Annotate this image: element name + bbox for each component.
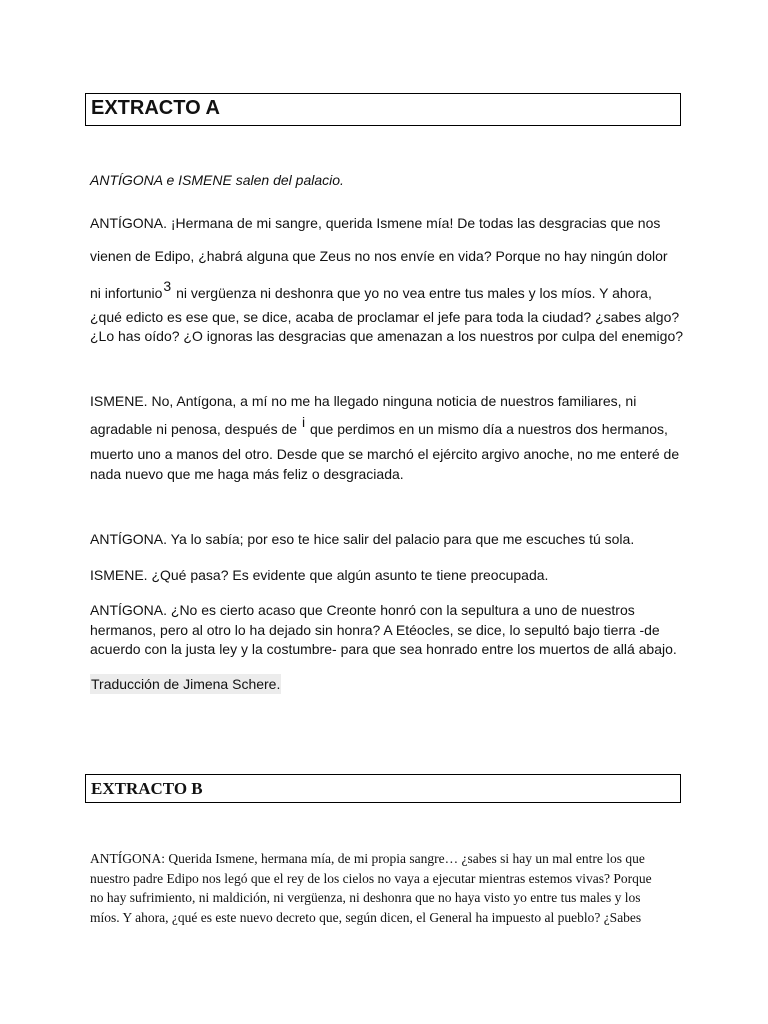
text-line <box>90 414 668 439</box>
text-line: vienen de Edipo, ¿habrá alguna que Zeus no nos envíe en vida? Porque no hay ningún dolor <box>90 248 668 264</box>
text-line: ISMENE. No, Antígona, a mí no me ha llegado ninguna noticia de nuestros familiares, ni <box>90 393 637 409</box>
paragraph-antigona-1 <box>90 214 684 344</box>
text-line: acuerdo con la justa ley y la costumbre- para que sea honrado entre los muertos de allá abajo. <box>90 641 677 657</box>
extract-b-heading: EXTRACTO B <box>91 779 203 798</box>
text-line: ¿qué edicto es ese que, se dice, acaba de proclamar el jefe para toda la ciudad? ¿sabes algo? <box>90 309 680 325</box>
extract-a-heading: EXTRACTO A <box>91 97 220 119</box>
translation-credit-text: Traducción de Jimena Schere. <box>91 676 281 692</box>
text-line <box>90 278 652 303</box>
text-line: nuestro padre Edipo nos legó que el rey de los cielos no vaya a ejecutar mientras estemos vivas? Porque <box>90 870 652 886</box>
text-fragment: ni infortunio <box>90 285 163 301</box>
text-line: ¿Lo has oído? ¿O ignoras las desgracias que amenazan a los nuestros por culpa del enemigo? <box>90 328 684 344</box>
text-line: muerto uno a manos del otro. Desde que se marchó el ejército argivo anoche, no me enteré de <box>90 446 680 462</box>
paragraph-extract-b <box>90 849 682 927</box>
stage-direction: ANTÍGONA e ISMENE salen del palacio. <box>90 172 344 188</box>
paragraph-ismene-2: ISMENE. ¿Qué pasa? Es evidente que algún asunto te tiene preocupada. <box>90 567 549 583</box>
text-fragment: que perdimos en un mismo día a nuestros dos hermanos, <box>306 421 668 437</box>
text-line: ANTÍGONA. ¡Hermana de mi sangre, querida Ismene mía! De todas las desgracias que nos <box>90 215 661 231</box>
footnote-marker: 3 <box>163 278 172 294</box>
footnote-marker: i <box>301 414 306 430</box>
text-line: hermanos, pero al otro lo ha dejado sin honra? A Etéocles, se dice, lo sepultó bajo tierra -de <box>90 621 660 638</box>
translation-credit <box>90 676 682 692</box>
text-fragment: ni vergüenza ni deshonra que yo no vea entre tus males y los míos. Y ahora, <box>172 285 652 301</box>
text-line: no hay sufrimiento, ni maldición, ni vergüenza, ni deshonra que no haya visto yo entre tus males y los <box>90 890 641 906</box>
text-line: nada nuevo que me haga más feliz o desgraciada. <box>90 466 404 482</box>
extract-a-heading-box <box>85 93 681 126</box>
text-fragment: agradable ni penosa, después de <box>90 421 301 437</box>
text-line: míos. Y ahora, ¿qué es este nuevo decreto que, según dicen, el General ha impuesto al pueblo? ¿Sabes <box>90 909 642 925</box>
text-line: ANTÍGONA. ¿No es cierto acaso que Creonte honró con la sepultura a uno de nuestros <box>90 602 635 618</box>
extract-b-heading-box <box>85 774 681 803</box>
paragraph-antigona-3 <box>90 601 682 660</box>
text-line: ANTÍGONA: Querida Ismene, hermana mía, de mi propia sangre… ¿sabes si hay un mal entre los que <box>90 851 645 866</box>
paragraph-antigona-2: ANTÍGONA. Ya lo sabía; por eso te hice salir del palacio para que me escuches tú sola. <box>90 531 635 547</box>
